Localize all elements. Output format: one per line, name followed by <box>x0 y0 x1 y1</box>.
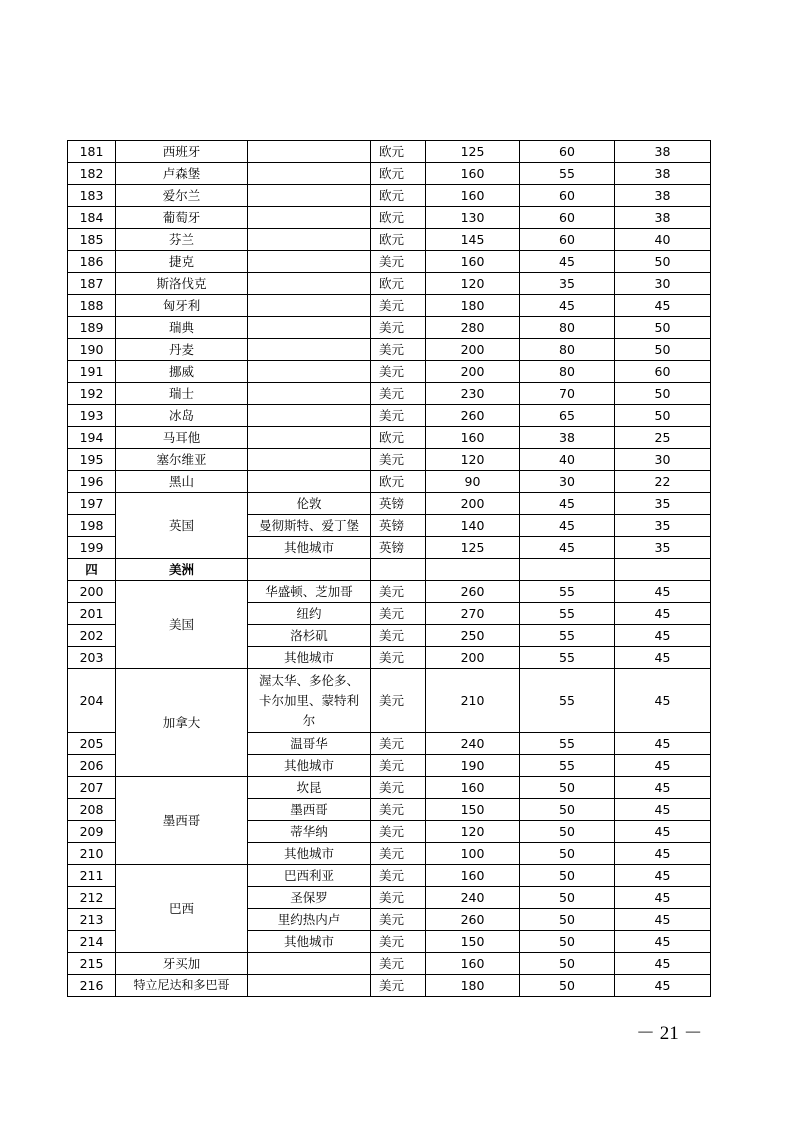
lodging-rate: 260 <box>426 909 520 931</box>
row-number: 187 <box>68 273 116 295</box>
lodging-rate: 160 <box>426 251 520 273</box>
row-number: 184 <box>68 207 116 229</box>
lodging-rate: 145 <box>426 229 520 251</box>
country-name: 匈牙利 <box>116 295 248 317</box>
row-number: 196 <box>68 471 116 493</box>
city-name: 纽约 <box>248 603 371 625</box>
lodging-rate: 130 <box>426 207 520 229</box>
lodging-rate: 260 <box>426 581 520 603</box>
currency: 美元 <box>371 339 426 361</box>
meal-rate: 55 <box>520 603 615 625</box>
row-number: 211 <box>68 865 116 887</box>
country-name: 墨西哥 <box>116 777 248 865</box>
city-name <box>248 405 371 427</box>
meal-rate: 50 <box>520 843 615 865</box>
row-number: 183 <box>68 185 116 207</box>
rates-table-body <box>68 141 711 997</box>
currency: 美元 <box>371 733 426 755</box>
lodging-rate: 150 <box>426 931 520 953</box>
meal-rate: 30 <box>520 471 615 493</box>
currency: 欧元 <box>371 163 426 185</box>
city-name <box>248 975 371 997</box>
city-name: 坎昆 <box>248 777 371 799</box>
country-name: 加拿大 <box>116 669 248 777</box>
city-name: 其他城市 <box>248 755 371 777</box>
city-name <box>248 953 371 975</box>
table-row <box>68 405 711 427</box>
currency: 美元 <box>371 669 426 733</box>
city-name: 其他城市 <box>248 647 371 669</box>
country-name: 斯洛伐克 <box>116 273 248 295</box>
meal-rate: 80 <box>520 339 615 361</box>
row-number: 181 <box>68 141 116 163</box>
lodging-rate: 160 <box>426 427 520 449</box>
misc-rate: 38 <box>615 207 711 229</box>
table-row <box>68 361 711 383</box>
row-number: 195 <box>68 449 116 471</box>
misc-rate: 45 <box>615 865 711 887</box>
row-number: 205 <box>68 733 116 755</box>
city-name <box>248 383 371 405</box>
lodging-rate: 270 <box>426 603 520 625</box>
lodging-rate: 240 <box>426 733 520 755</box>
misc-rate: 35 <box>615 493 711 515</box>
misc-rate: 30 <box>615 273 711 295</box>
currency: 美元 <box>371 625 426 647</box>
misc-rate: 45 <box>615 953 711 975</box>
row-number: 202 <box>68 625 116 647</box>
misc-rate: 45 <box>615 647 711 669</box>
city-name <box>248 361 371 383</box>
section-row <box>68 559 711 581</box>
country-name: 马耳他 <box>116 427 248 449</box>
table-row <box>68 339 711 361</box>
empty-cell <box>371 559 426 581</box>
currency: 欧元 <box>371 185 426 207</box>
misc-rate: 45 <box>615 799 711 821</box>
row-number: 194 <box>68 427 116 449</box>
meal-rate: 60 <box>520 185 615 207</box>
currency: 美元 <box>371 251 426 273</box>
meal-rate: 55 <box>520 581 615 603</box>
misc-rate: 45 <box>615 581 711 603</box>
row-number: 199 <box>68 537 116 559</box>
city-name: 华盛顿、芝加哥 <box>248 581 371 603</box>
currency: 美元 <box>371 975 426 997</box>
table-row <box>68 581 711 603</box>
country-name: 捷克 <box>116 251 248 273</box>
table-row <box>68 317 711 339</box>
currency: 英镑 <box>371 537 426 559</box>
row-number: 203 <box>68 647 116 669</box>
country-name: 英国 <box>116 493 248 559</box>
currency: 欧元 <box>371 427 426 449</box>
currency: 美元 <box>371 909 426 931</box>
meal-rate: 40 <box>520 449 615 471</box>
row-number: 210 <box>68 843 116 865</box>
misc-rate: 45 <box>615 909 711 931</box>
country-name: 冰岛 <box>116 405 248 427</box>
misc-rate: 45 <box>615 887 711 909</box>
meal-rate: 35 <box>520 273 615 295</box>
country-name: 西班牙 <box>116 141 248 163</box>
meal-rate: 50 <box>520 975 615 997</box>
table-row <box>68 383 711 405</box>
misc-rate: 45 <box>615 777 711 799</box>
table-row <box>68 207 711 229</box>
row-number: 209 <box>68 821 116 843</box>
meal-rate: 65 <box>520 405 615 427</box>
city-name <box>248 427 371 449</box>
misc-rate: 40 <box>615 229 711 251</box>
row-number: 193 <box>68 405 116 427</box>
city-name <box>248 207 371 229</box>
country-name: 瑞士 <box>116 383 248 405</box>
table-row <box>68 865 711 887</box>
meal-rate: 50 <box>520 887 615 909</box>
lodging-rate: 260 <box>426 405 520 427</box>
lodging-rate: 125 <box>426 537 520 559</box>
lodging-rate: 150 <box>426 799 520 821</box>
meal-rate: 45 <box>520 515 615 537</box>
empty-cell <box>520 559 615 581</box>
city-name <box>248 163 371 185</box>
misc-rate: 50 <box>615 251 711 273</box>
meal-rate: 60 <box>520 141 615 163</box>
lodging-rate: 200 <box>426 493 520 515</box>
table-row <box>68 975 711 997</box>
currency: 美元 <box>371 887 426 909</box>
lodging-rate: 120 <box>426 821 520 843</box>
meal-rate: 60 <box>520 207 615 229</box>
misc-rate: 45 <box>615 625 711 647</box>
table-row <box>68 427 711 449</box>
meal-rate: 55 <box>520 733 615 755</box>
city-name: 其他城市 <box>248 931 371 953</box>
misc-rate: 45 <box>615 821 711 843</box>
country-name: 美国 <box>116 581 248 669</box>
row-number: 215 <box>68 953 116 975</box>
meal-rate: 70 <box>520 383 615 405</box>
meal-rate: 50 <box>520 865 615 887</box>
empty-cell <box>615 559 711 581</box>
city-name <box>248 317 371 339</box>
meal-rate: 50 <box>520 799 615 821</box>
row-number: 207 <box>68 777 116 799</box>
currency: 欧元 <box>371 207 426 229</box>
row-number: 186 <box>68 251 116 273</box>
misc-rate: 50 <box>615 339 711 361</box>
meal-rate: 50 <box>520 931 615 953</box>
row-number: 189 <box>68 317 116 339</box>
misc-rate: 60 <box>615 361 711 383</box>
row-number: 192 <box>68 383 116 405</box>
misc-rate: 25 <box>615 427 711 449</box>
city-name: 蒂华纳 <box>248 821 371 843</box>
row-number: 208 <box>68 799 116 821</box>
city-name <box>248 229 371 251</box>
misc-rate: 38 <box>615 141 711 163</box>
currency: 美元 <box>371 383 426 405</box>
row-number: 188 <box>68 295 116 317</box>
table-row <box>68 953 711 975</box>
misc-rate: 45 <box>615 843 711 865</box>
misc-rate: 45 <box>615 931 711 953</box>
currency: 英镑 <box>371 493 426 515</box>
misc-rate: 22 <box>615 471 711 493</box>
lodging-rate: 160 <box>426 163 520 185</box>
lodging-rate: 200 <box>426 339 520 361</box>
city-name <box>248 295 371 317</box>
meal-rate: 50 <box>520 777 615 799</box>
row-number: 197 <box>68 493 116 515</box>
table-row <box>68 141 711 163</box>
currency: 美元 <box>371 843 426 865</box>
country-name: 特立尼达和多巴哥 <box>116 975 248 997</box>
currency: 美元 <box>371 647 426 669</box>
currency: 美元 <box>371 603 426 625</box>
lodging-rate: 200 <box>426 647 520 669</box>
meal-rate: 60 <box>520 229 615 251</box>
misc-rate: 50 <box>615 383 711 405</box>
misc-rate: 35 <box>615 515 711 537</box>
misc-rate: 38 <box>615 185 711 207</box>
section-title: 美洲 <box>116 559 248 581</box>
empty-cell <box>248 559 371 581</box>
lodging-rate: 190 <box>426 755 520 777</box>
city-name: 洛杉矶 <box>248 625 371 647</box>
meal-rate: 50 <box>520 821 615 843</box>
meal-rate: 45 <box>520 251 615 273</box>
country-name: 瑞典 <box>116 317 248 339</box>
currency: 欧元 <box>371 471 426 493</box>
lodging-rate: 120 <box>426 449 520 471</box>
city-name: 其他城市 <box>248 843 371 865</box>
row-number: 182 <box>68 163 116 185</box>
table-row <box>68 273 711 295</box>
currency: 美元 <box>371 865 426 887</box>
row-number: 198 <box>68 515 116 537</box>
city-name: 墨西哥 <box>248 799 371 821</box>
misc-rate: 50 <box>615 317 711 339</box>
currency: 美元 <box>371 931 426 953</box>
city-name: 温哥华 <box>248 733 371 755</box>
misc-rate: 35 <box>615 537 711 559</box>
currency: 美元 <box>371 821 426 843</box>
lodging-rate: 90 <box>426 471 520 493</box>
meal-rate: 55 <box>520 647 615 669</box>
misc-rate: 45 <box>615 733 711 755</box>
city-name: 巴西利亚 <box>248 865 371 887</box>
country-name: 卢森堡 <box>116 163 248 185</box>
lodging-rate: 250 <box>426 625 520 647</box>
city-name: 其他城市 <box>248 537 371 559</box>
city-name <box>248 185 371 207</box>
country-name: 塞尔维亚 <box>116 449 248 471</box>
currency: 美元 <box>371 755 426 777</box>
empty-cell <box>426 559 520 581</box>
meal-rate: 50 <box>520 909 615 931</box>
row-number: 185 <box>68 229 116 251</box>
city-name <box>248 141 371 163</box>
row-number: 201 <box>68 603 116 625</box>
country-name: 牙买加 <box>116 953 248 975</box>
lodging-rate: 160 <box>426 777 520 799</box>
currency: 美元 <box>371 295 426 317</box>
lodging-rate: 160 <box>426 865 520 887</box>
meal-rate: 45 <box>520 493 615 515</box>
currency: 美元 <box>371 317 426 339</box>
city-name <box>248 251 371 273</box>
lodging-rate: 180 <box>426 975 520 997</box>
city-name <box>248 339 371 361</box>
currency: 美元 <box>371 449 426 471</box>
row-number: 191 <box>68 361 116 383</box>
table-row <box>68 471 711 493</box>
lodging-rate: 120 <box>426 273 520 295</box>
country-name: 挪威 <box>116 361 248 383</box>
meal-rate: 55 <box>520 625 615 647</box>
meal-rate: 38 <box>520 427 615 449</box>
city-name: 渥太华、多伦多、卡尔加里、蒙特利尔 <box>248 669 371 733</box>
misc-rate: 38 <box>615 163 711 185</box>
lodging-rate: 160 <box>426 953 520 975</box>
currency: 英镑 <box>371 515 426 537</box>
meal-rate: 45 <box>520 537 615 559</box>
table-row <box>68 449 711 471</box>
lodging-rate: 180 <box>426 295 520 317</box>
lodging-rate: 240 <box>426 887 520 909</box>
meal-rate: 55 <box>520 669 615 733</box>
currency: 欧元 <box>371 273 426 295</box>
misc-rate: 45 <box>615 295 711 317</box>
meal-rate: 80 <box>520 361 615 383</box>
currency: 美元 <box>371 361 426 383</box>
currency: 美元 <box>371 953 426 975</box>
misc-rate: 50 <box>615 405 711 427</box>
row-number: 200 <box>68 581 116 603</box>
table-row <box>68 669 711 733</box>
lodging-rate: 200 <box>426 361 520 383</box>
lodging-rate: 230 <box>426 383 520 405</box>
country-name: 巴西 <box>116 865 248 953</box>
table-row <box>68 185 711 207</box>
currency: 美元 <box>371 799 426 821</box>
table-row <box>68 295 711 317</box>
currency: 欧元 <box>371 229 426 251</box>
country-name: 黑山 <box>116 471 248 493</box>
lodging-rate: 100 <box>426 843 520 865</box>
city-name <box>248 471 371 493</box>
meal-rate: 55 <box>520 163 615 185</box>
city-name: 圣保罗 <box>248 887 371 909</box>
currency: 欧元 <box>371 141 426 163</box>
row-number: 204 <box>68 669 116 733</box>
misc-rate: 30 <box>615 449 711 471</box>
city-name <box>248 273 371 295</box>
table-row <box>68 163 711 185</box>
country-name: 爱尔兰 <box>116 185 248 207</box>
row-number: 214 <box>68 931 116 953</box>
misc-rate: 45 <box>615 755 711 777</box>
country-name: 葡萄牙 <box>116 207 248 229</box>
lodging-rate: 140 <box>426 515 520 537</box>
city-name: 曼彻斯特、爱丁堡 <box>248 515 371 537</box>
lodging-rate: 210 <box>426 669 520 733</box>
row-number: 213 <box>68 909 116 931</box>
currency: 美元 <box>371 777 426 799</box>
lodging-rate: 125 <box>426 141 520 163</box>
misc-rate: 45 <box>615 669 711 733</box>
city-name: 伦敦 <box>248 493 371 515</box>
table-row <box>68 229 711 251</box>
lodging-rate: 280 <box>426 317 520 339</box>
meal-rate: 45 <box>520 295 615 317</box>
meal-rate: 55 <box>520 755 615 777</box>
rates-table <box>67 140 711 997</box>
city-name: 里约热内卢 <box>248 909 371 931</box>
city-name <box>248 449 371 471</box>
country-name: 芬兰 <box>116 229 248 251</box>
row-number: 216 <box>68 975 116 997</box>
section-number: 四 <box>68 559 116 581</box>
table-row <box>68 777 711 799</box>
currency: 美元 <box>371 581 426 603</box>
table-row <box>68 493 711 515</box>
currency: 美元 <box>371 405 426 427</box>
meal-rate: 50 <box>520 953 615 975</box>
meal-rate: 80 <box>520 317 615 339</box>
row-number: 190 <box>68 339 116 361</box>
lodging-rate: 160 <box>426 185 520 207</box>
row-number: 206 <box>68 755 116 777</box>
misc-rate: 45 <box>615 603 711 625</box>
table-row <box>68 251 711 273</box>
country-name: 丹麦 <box>116 339 248 361</box>
misc-rate: 45 <box>615 975 711 997</box>
row-number: 212 <box>68 887 116 909</box>
page-number: － 21 － <box>636 1023 703 1044</box>
